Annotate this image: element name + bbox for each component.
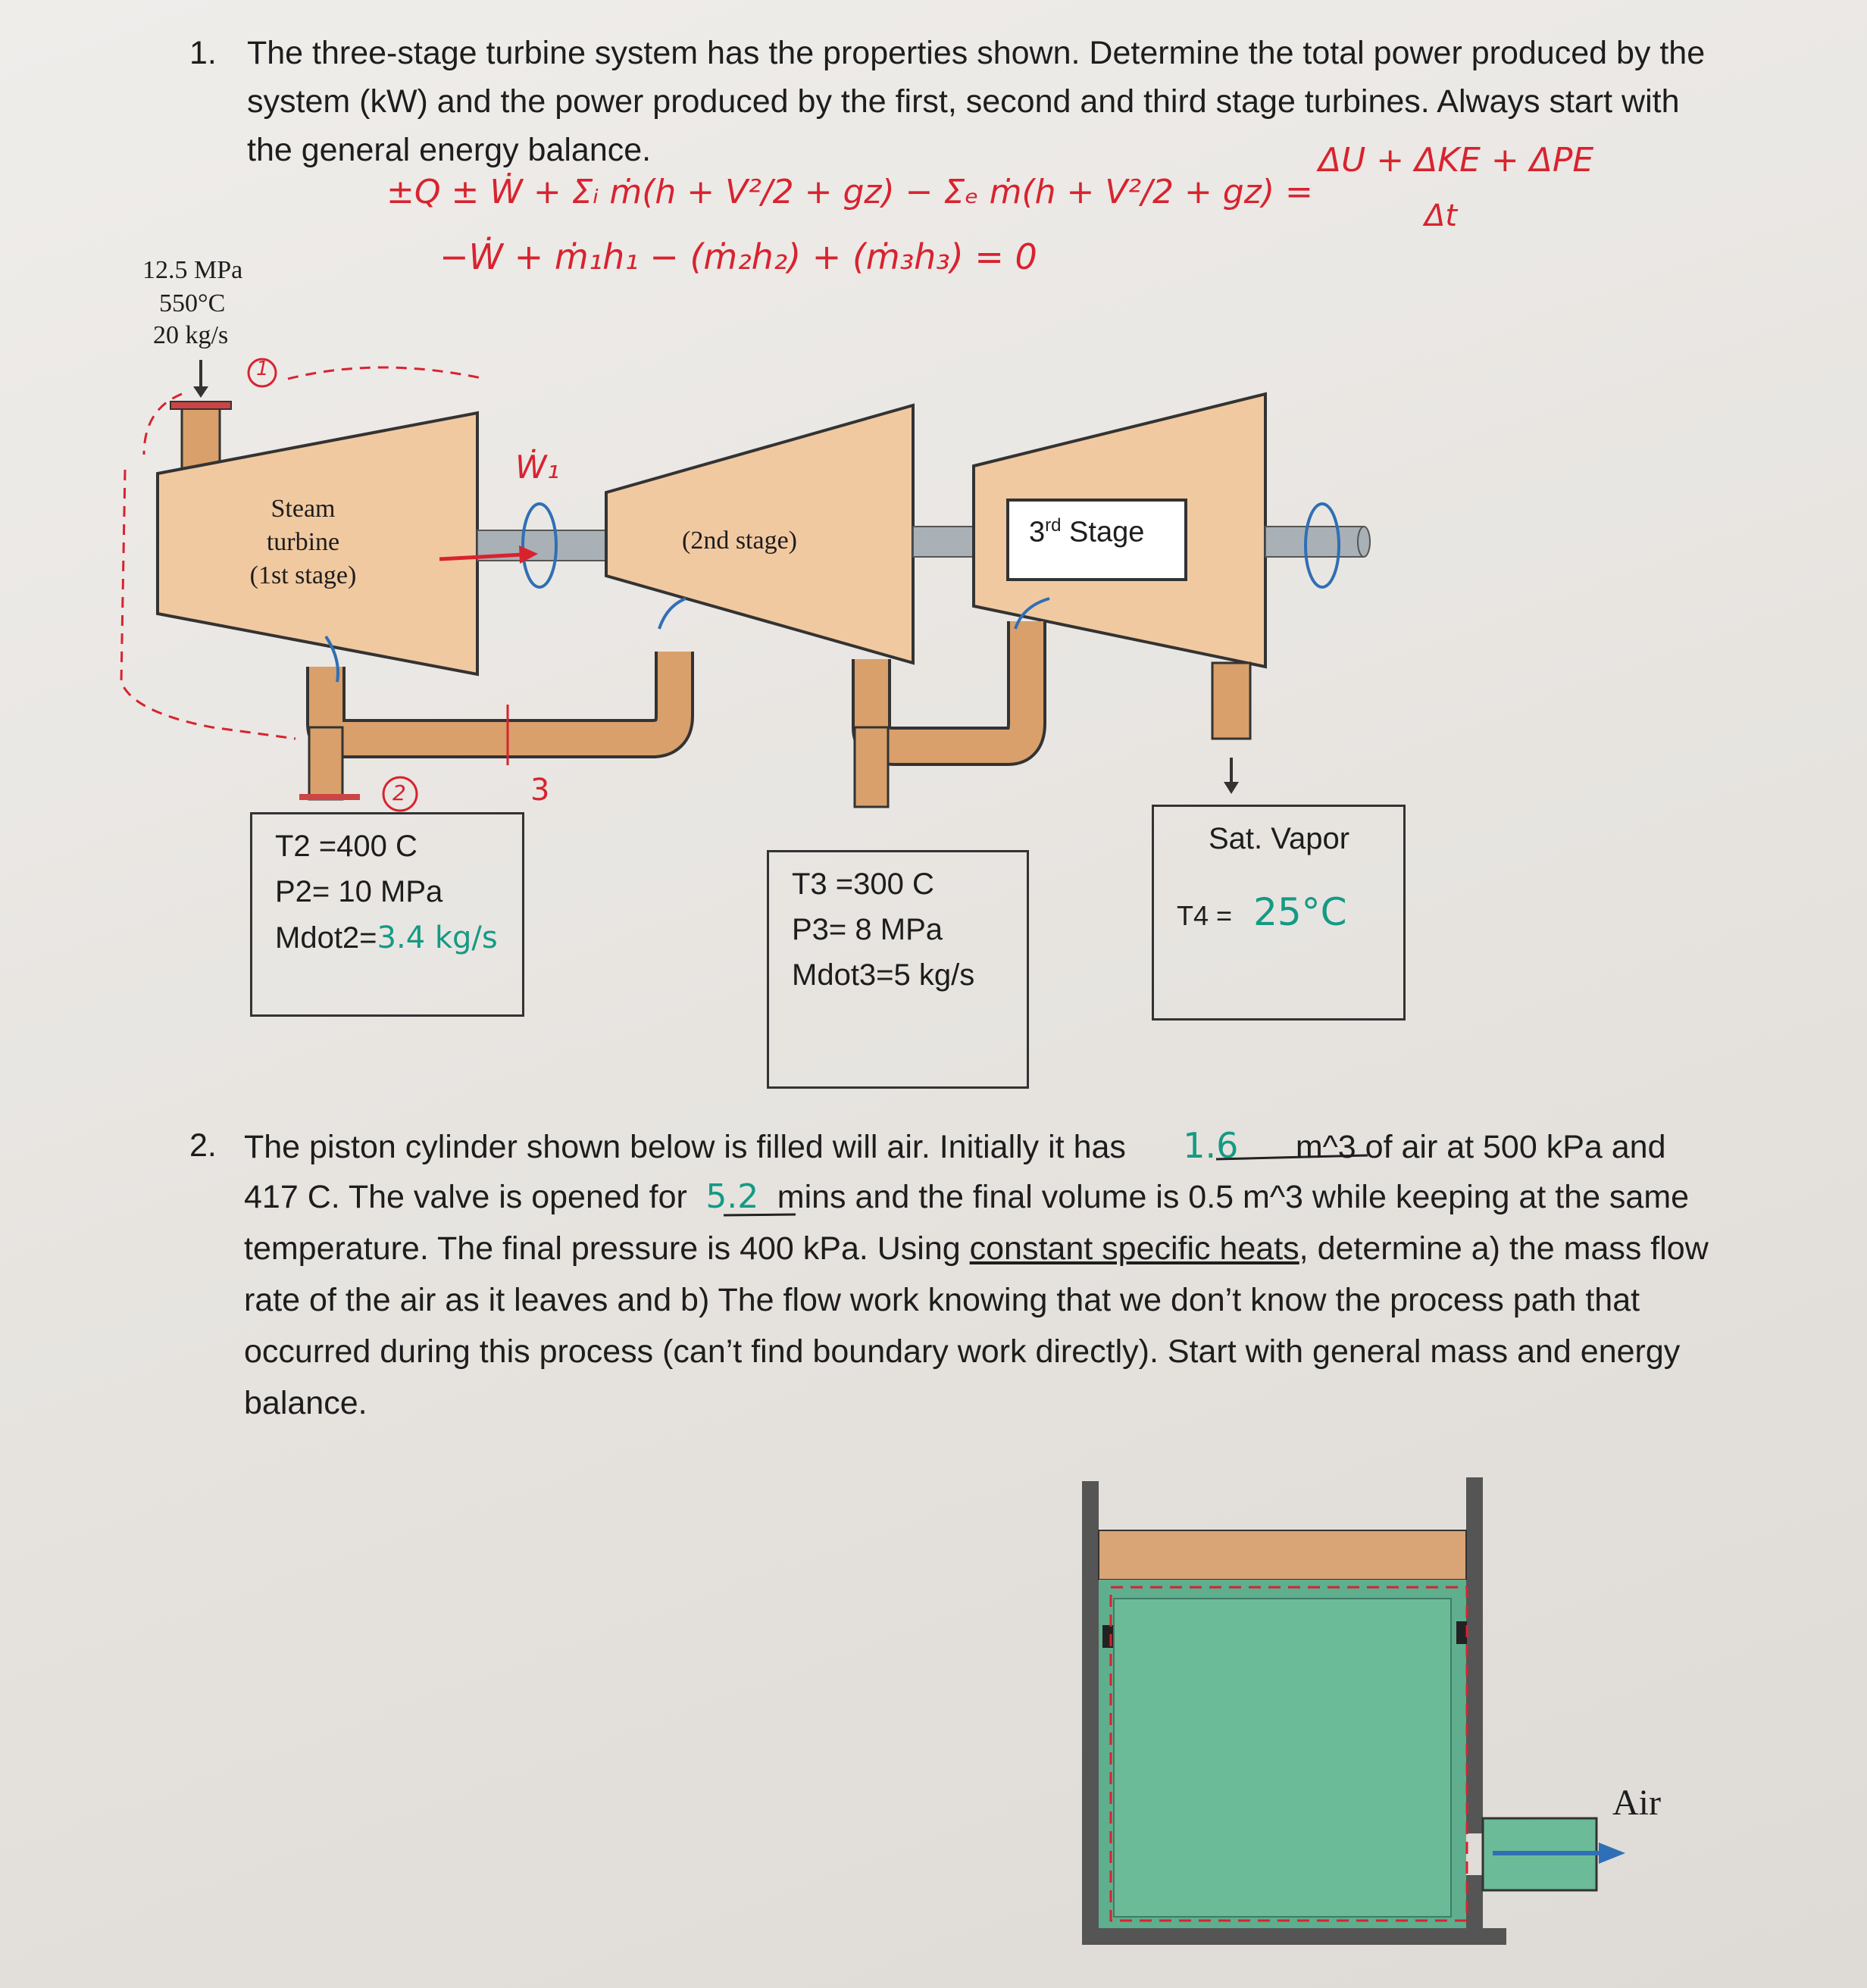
problem2-line1-a: The piston cylinder shown below is filled will air. Initially it has (244, 1129, 1126, 1165)
inlet-arrow-icon (193, 360, 208, 398)
problem2-line1-b: m^3 of air at 500 kPa and (1295, 1129, 1666, 1165)
problem2-blank2-handwritten: 5.2 (705, 1177, 759, 1216)
state3-temperature: T3 =300 C (792, 867, 934, 901)
problem2-line2-b: mins and the final volume is 0.5 m^3 while keeping at the same (777, 1179, 1690, 1215)
state2-pressure: P2= 10 MPa (275, 875, 443, 908)
state4-temperature (1177, 890, 1347, 934)
state3-mass-flow: Mdot3=5 kg/s (792, 958, 975, 992)
problem1-line2: system (kW) and the power produced by the first, second and third stage turbines. Always start with (247, 83, 1680, 120)
cylinder-wall-right (1466, 1477, 1483, 1833)
inlet-flow: 20 kg/s (153, 321, 229, 349)
state2-mass-flow (275, 921, 498, 955)
output-shaft (1265, 527, 1364, 557)
problem2-line1 (244, 1121, 1666, 1171)
problem2-line3 (244, 1224, 1709, 1273)
handwritten-simplified-balance: −Ẇ + ṁ₁h₁ − (ṁ₂h₂) + (ṁ₃h₃) = 0 (439, 236, 1037, 277)
problem2-blank1-handwritten: 1.6 (1183, 1125, 1239, 1166)
turbine3-label-number: 3 (1029, 516, 1046, 549)
problem2-line3-a: temperature. The final pressure is 400 kPa. Using (244, 1230, 961, 1267)
state1-mark: 1 (256, 358, 269, 380)
turbine3-label-suffix: Stage (1061, 516, 1145, 549)
turbine1-label-line1: Steam (271, 495, 336, 523)
state3-box (767, 850, 1029, 1089)
state3-pressure: P3= 8 MPa (792, 913, 943, 946)
state2-mass-flow-handwritten: 3.4 kg/s (377, 921, 498, 955)
turbine3-label-sup: rd (1045, 515, 1062, 536)
problem2-line6: balance. (244, 1385, 367, 1421)
air-label: Air (1612, 1783, 1661, 1823)
handwritten-rhs: ΔU + ΔKE + ΔPE (1318, 141, 1594, 180)
state2-temperature: T2 =400 C (275, 830, 417, 863)
problem2-line2-a: 417 C. The valve is opened for (244, 1179, 687, 1215)
state2-box (250, 812, 524, 1017)
shaft-2-3 (913, 527, 974, 557)
exit-arrow-icon (1224, 758, 1239, 794)
turbine1-label (227, 492, 379, 592)
problem2-line2 (244, 1173, 1689, 1221)
piston (1099, 1530, 1466, 1580)
turbine3-label (1029, 515, 1144, 549)
exit-pipe (1212, 663, 1250, 739)
state2-pipe (309, 727, 342, 799)
work-mark: Ẇ₁ (515, 449, 560, 486)
state2-mark: 2 (392, 780, 406, 805)
inlet-temperature: 550°C (159, 289, 226, 317)
cylinder-bottom (1082, 1928, 1506, 1945)
problem2-line5: occurred during this process (can’t find boundary work directly). Start with general mass and energy (244, 1333, 1681, 1370)
turbine1-label-line2: turbine (266, 528, 340, 556)
inlet-pressure: 12.5 MPa (142, 256, 243, 284)
handwritten-rhs-denominator: Δt (1424, 198, 1458, 233)
problem2-text (189, 1121, 1819, 1455)
problem2-number: 2. (189, 1127, 217, 1164)
problem2-line3-underlined: constant specific heats (969, 1230, 1299, 1267)
problem2-line4: rate of the air as it leaves and b) The flow work knowing that we don’t know the process path that (244, 1282, 1640, 1318)
problem2-line3-b: , determine a) the mass flow (1299, 1230, 1709, 1267)
state4-temperature-label: T4 = (1177, 900, 1233, 931)
problem1-number: 1. (189, 35, 217, 71)
problem1-line1: The three-stage turbine system has the properties shown. Determine the total power produced by the (247, 35, 1706, 71)
problem1-line3: the general energy balance. (247, 132, 652, 168)
state4-box (1152, 805, 1406, 1021)
cylinder-wall-left (1082, 1481, 1099, 1943)
turbine2-label: (2nd stage) (682, 527, 798, 555)
handwritten-energy-balance: ±Q ± Ẇ + Σᵢ ṁ(h + V²/2 + gz) − Σₑ ṁ(h + V²/2 + gz) = (386, 173, 1313, 211)
turbine1-label-line3: (1st stage) (249, 561, 357, 589)
state4-condition: Sat. Vapor (1209, 822, 1350, 855)
state4-temperature-handwritten: 25°C (1253, 890, 1347, 934)
state3-mark: 3 (530, 773, 550, 808)
state2-mass-flow-label: Mdot2= (275, 921, 377, 955)
